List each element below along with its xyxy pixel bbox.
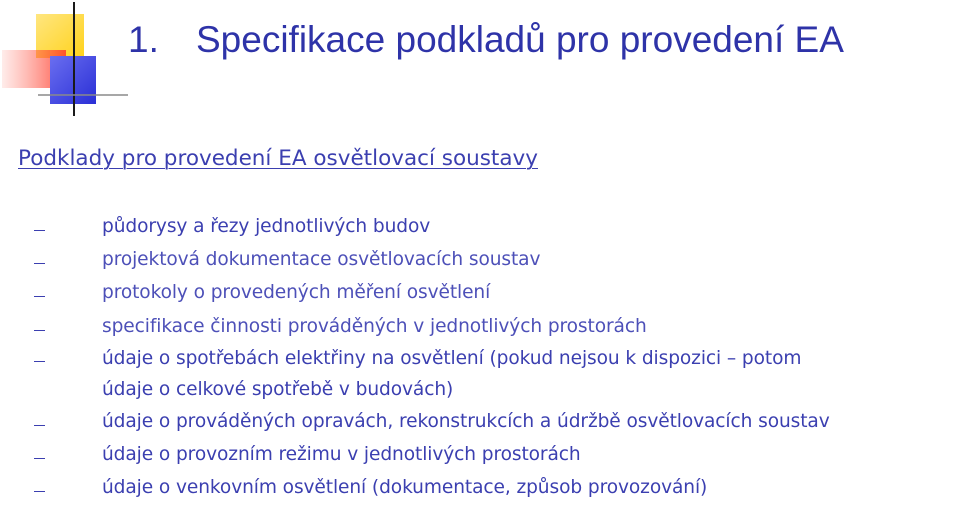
list-item — [0, 310, 960, 343]
dash-bullet-icon — [34, 361, 45, 362]
list-item-text: půdorysy a řezy jednotlivých budov — [102, 216, 431, 237]
list-item-text: specifikace činnosti prováděných v jednotlivých prostorách — [102, 315, 647, 337]
decorative-logo — [0, 0, 130, 120]
list-item — [0, 210, 960, 243]
list-item — [0, 243, 960, 276]
title-text: Specifikace podkladů pro provedení EA — [196, 19, 844, 60]
list-item — [0, 405, 960, 438]
list-item — [0, 276, 960, 309]
list-item-text: údaje o spotřebách elektřiny na osvětlení (pokud nejsou k dispozici – potom — [102, 347, 802, 369]
section-subtitle: Podklady pro provedení EA osvětlovací soustavy — [18, 146, 538, 171]
list-item-text: protokoly o provedených měření osvětlení — [102, 282, 491, 304]
dash-bullet-icon — [34, 296, 45, 297]
dash-bullet-icon — [34, 263, 45, 264]
list-item-text: údaje o venkovním osvětlení (dokumentace, způsob provozování) — [102, 477, 708, 499]
bullet-list — [0, 210, 960, 504]
list-item-text: projektová dokumentace osvětlovacích soustav — [102, 249, 541, 271]
page-title — [128, 10, 844, 70]
dash-bullet-icon — [34, 230, 45, 231]
dash-bullet-icon — [34, 425, 45, 426]
list-item-text: údaje o prováděných opravách, rekonstrukcích a údržbě osvětlovacích soustav — [102, 410, 830, 432]
dash-bullet-icon — [34, 330, 45, 331]
list-item-text: údaje o provozním režimu v jednotlivých prostorách — [102, 444, 581, 466]
list-item — [0, 343, 960, 405]
list-item — [0, 438, 960, 471]
dash-bullet-icon — [34, 458, 45, 459]
title-number: 1. — [128, 19, 159, 60]
list-item — [0, 471, 960, 504]
list-item-text-continuation: údaje o celkové spotřebě v budovách) — [102, 378, 454, 400]
dash-bullet-icon — [34, 491, 45, 492]
